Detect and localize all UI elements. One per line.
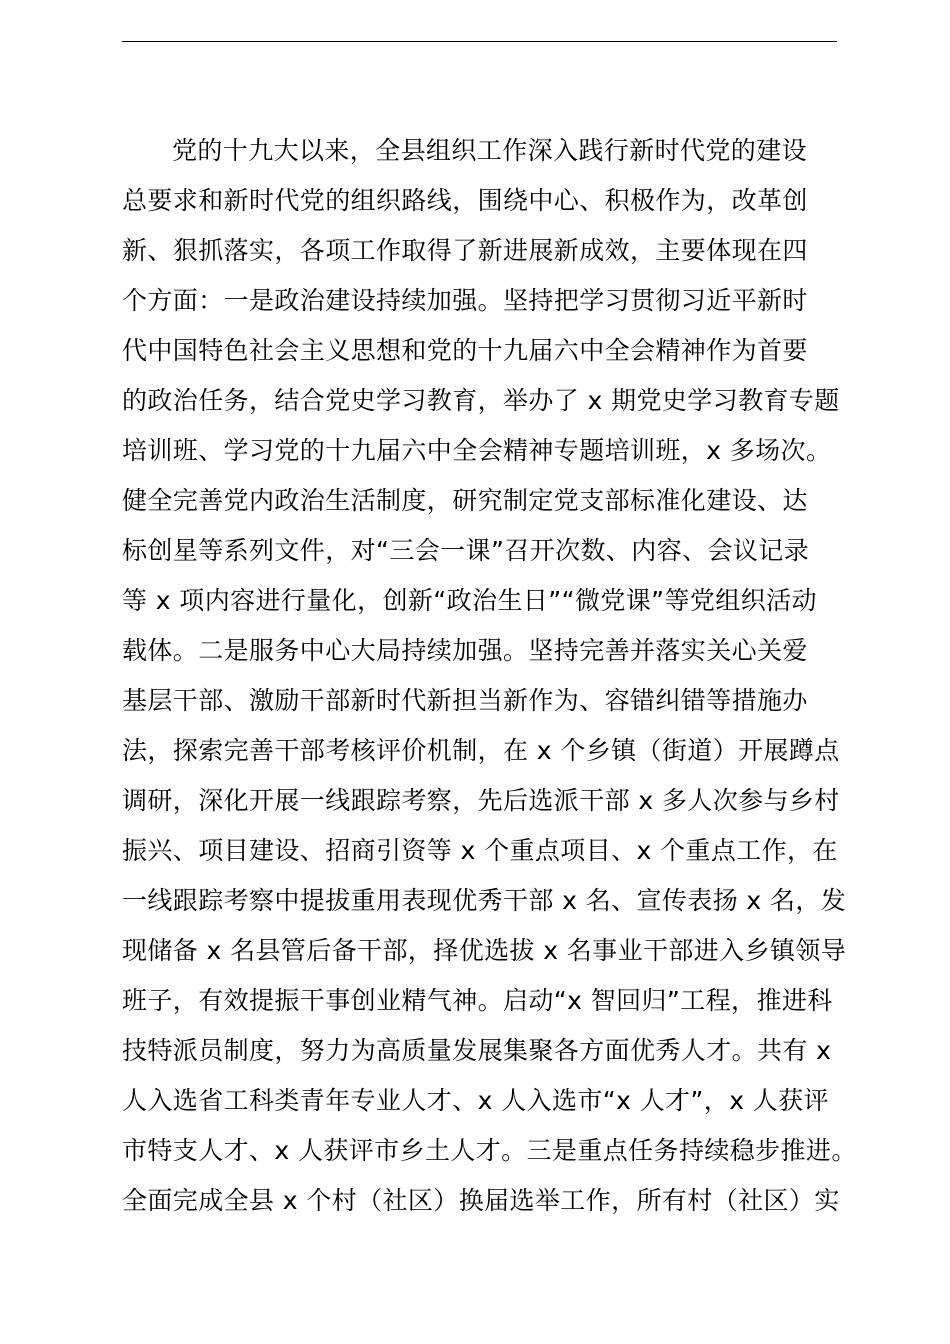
paragraph-line: 代中国特色社会主义思想和党的十九届六中全会精神作为首要 xyxy=(122,336,808,365)
body-paragraph xyxy=(122,126,862,1226)
paragraph-line: 人入选省工科类青年专业人才、x 人入选市“x 人才”，x 人获评 xyxy=(122,1086,829,1115)
paragraph-line: 总要求和新时代党的组织路线，围绕中心、积极作为，改革创 xyxy=(122,186,808,215)
paragraph-line: 全面完成全县 x 个村（社区）换届选举工作，所有村（社区）实 xyxy=(122,1186,840,1215)
paragraph-line: 标创星等系列文件，对“三会一课”召开次数、内容、会议记录 xyxy=(122,536,810,565)
paragraph-line: 新、狠抓落实，各项工作取得了新进展新成效，主要体现在四 xyxy=(122,236,808,265)
paragraph-line: 市特支人才、x 人获评市乡土人才。三是重点任务持续稳步推进。 xyxy=(122,1136,857,1165)
paragraph-line: 班子，有效提振干事创业精气神。启动“x 智回归”工程，推进科 xyxy=(122,986,833,1015)
paragraph-line: 党的十九大以来，全县组织工作深入践行新时代党的建设 xyxy=(172,136,808,165)
paragraph-line: 一线跟踪考察中提拔重用表现优秀干部 x 名、宣传表扬 x 名，发 xyxy=(122,886,847,915)
paragraph-line: 调研，深化开展一线跟踪考察，先后选派干部 x 多人次参与乡村 xyxy=(122,786,840,815)
paragraph-line: 载体。二是服务中心大局持续加强。坚持完善并落实关心关爱 xyxy=(122,636,808,665)
paragraph-line: 现储备 x 名县管后备干部，择优选拔 x 名事业干部进入乡镇领导 xyxy=(122,936,847,965)
header-rule xyxy=(122,41,837,42)
paragraph-line: 个方面：一是政治建设持续加强。坚持把学习贯彻习近平新时 xyxy=(122,286,808,315)
paragraph-line: 等 x 项内容进行量化，创新“政治生日”“微党课”等党组织活动 xyxy=(122,586,817,615)
paragraph-line: 健全完善党内政治生活制度，研究制定党支部标准化建设、达 xyxy=(122,486,808,515)
paragraph-line: 法，探索完善干部考核评价机制，在 x 个乡镇（街道）开展蹲点 xyxy=(122,736,840,765)
paragraph-line: 的政治任务，结合党史学习教育，举办了 x 期党史学习教育专题 xyxy=(122,386,840,415)
paragraph-line: 基层干部、激励干部新时代新担当新作为、容错纠错等措施办 xyxy=(122,686,808,715)
paragraph-line: 技特派员制度，努力为高质量发展集聚各方面优秀人才。共有 x xyxy=(122,1036,832,1065)
paragraph-line: 培训班、学习党的十九届六中全会精神专题培训班，x 多场次。 xyxy=(122,436,832,465)
paragraph-line: 振兴、项目建设、招商引资等 x 个重点项目、x 个重点工作，在 xyxy=(122,836,838,865)
